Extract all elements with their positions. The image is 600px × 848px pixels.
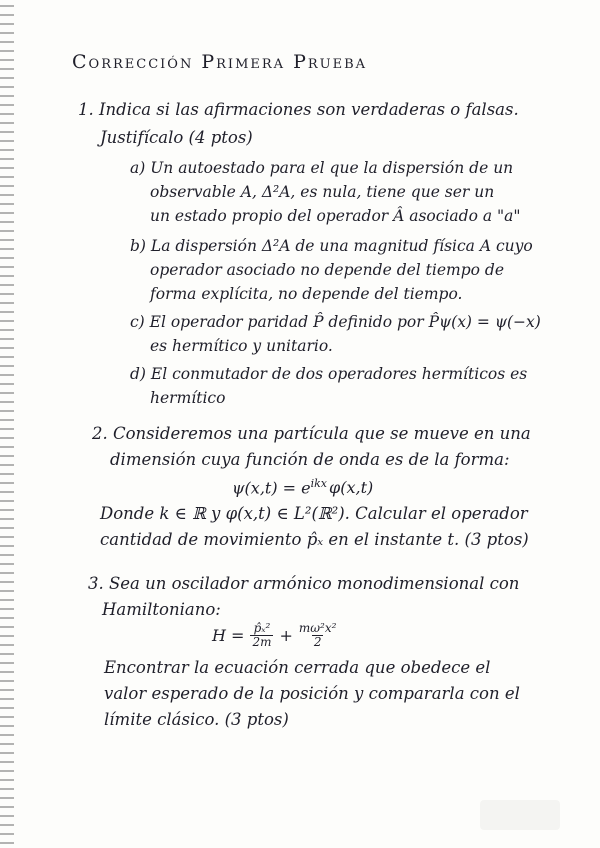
q2-line-2: dimensión cuya función de onda es de la forma: bbox=[110, 450, 510, 469]
q3-line-5: límite clásico. (3 ptos) bbox=[104, 710, 289, 729]
q3-eq-frac1-den: 2m bbox=[252, 635, 272, 649]
q3-line-4: valor esperado de la posición y compararla con el bbox=[104, 684, 520, 703]
q1c-line-1: c) El operador paridad P̂ definido por P̂ψ(x) = ψ(−x) bbox=[130, 313, 541, 331]
q2-line-1: 2. Consideremos una partícula que se mueve en una bbox=[92, 424, 531, 443]
q1c-line-2: es hermítico y unitario. bbox=[150, 337, 333, 355]
q1a-line-3: un estado propio del operador Â asociado a "a" bbox=[150, 207, 521, 225]
q2-eq-exponent: ikx bbox=[310, 477, 328, 490]
spiral-binding bbox=[0, 0, 14, 848]
q1a-line-2: observable A, Δ²A, es nula, tiene que ser un bbox=[150, 183, 495, 201]
q1b-line-3: forma explícita, no depende del tiempo. bbox=[150, 285, 463, 303]
q3-eq-frac2-num: mω²x² bbox=[298, 621, 337, 635]
q2-line-4: cantidad de movimiento p̂ₓ en el instante t. (3 ptos) bbox=[100, 530, 529, 549]
q2-line-3: Donde k ∈ ℝ y φ(x,t) ∈ L²(ℝ²). Calcular el operador bbox=[100, 504, 528, 523]
q3-eq-frac2-den: 2 bbox=[313, 635, 322, 649]
q1b-line-1: b) La dispersión Δ²A de una magnitud física A cuyo bbox=[130, 237, 533, 255]
q3-eq-frac1-num: p̂ₓ² bbox=[253, 621, 271, 635]
q2-eq-main: ψ(x,t) = e bbox=[232, 478, 311, 498]
q1-line-1: 1. Indica si las afirmaciones son verdaderas o falsas. bbox=[78, 100, 519, 119]
q3-eq-fraction-2 bbox=[299, 622, 337, 649]
q1a-line-1: a) Un autoestado para el que la dispersión de un bbox=[130, 159, 514, 177]
q3-hamiltonian-equation bbox=[212, 622, 336, 649]
q1d-line-1: d) El conmutador de dos operadores hermíticos es bbox=[130, 365, 528, 383]
q3-line-3: Encontrar la ecuación cerrada que obedece el bbox=[104, 658, 491, 677]
q2-wavefunction-equation bbox=[232, 474, 373, 498]
page-smudge bbox=[480, 800, 560, 830]
q3-eq-lhs: H = bbox=[212, 625, 245, 645]
q2-eq-tail: φ(x,t) bbox=[329, 478, 374, 498]
q1b-line-2: operador asociado no depende del tiempo de bbox=[150, 261, 505, 279]
q3-eq-plus: + bbox=[279, 625, 293, 645]
q1-line-2: Justifícalo (4 ptos) bbox=[100, 128, 253, 147]
q3-line-2: Hamiltoniano: bbox=[102, 600, 221, 619]
q1d-line-2: hermítico bbox=[150, 389, 226, 407]
q3-line-1: 3. Sea un oscilador armónico monodimensional con bbox=[88, 574, 520, 593]
page-title: Corrección Primera Prueba bbox=[72, 51, 368, 73]
q3-eq-fraction-1 bbox=[250, 622, 273, 649]
